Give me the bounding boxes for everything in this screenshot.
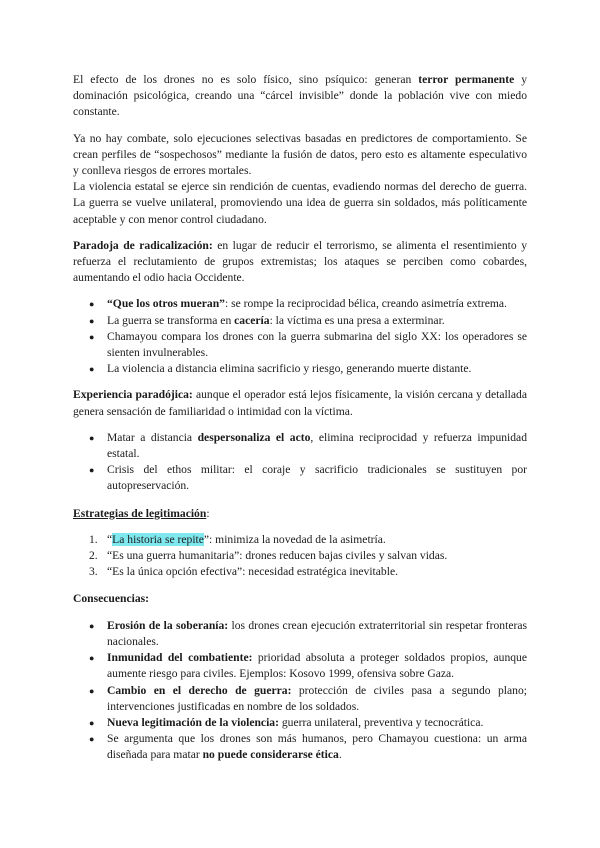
bold-text: Nueva legitimación de la violencia: [107,715,279,729]
text: “Es una guerra humanitaria”: drones reducen bajas civiles y salvan vidas. [107,549,448,563]
bullet-icon: ● [89,620,95,631]
bullet-list-consequences [73,618,527,764]
list-item [73,361,527,377]
list-item [73,532,527,548]
bullet-icon: ● [89,685,95,696]
bullet-icon: ● [89,364,95,375]
list-item [73,564,527,580]
text: “Es la única opción efectiva”: necesidad estratégica inevitable. [107,565,398,579]
text: los drones crean ejecución extraterritorial sin respetar fronteras nacionales. [107,618,527,648]
text: : se rompe la reciprocidad bélica, creando asimetría extrema. [224,297,507,311]
bold-text: Inmunidad del combatiente: [107,651,253,665]
paragraph-state-violence: La violencia estatal se ejerce sin rendición de cuentas, evadiendo normas del derecho de guerra. La guerra se vuelve unilateral, promoviendo una idea de guerra sin soldados, más políticamente aceptable y con menor control ciudadano. [73,180,527,226]
paragraph-selective-executions: Ya no hay combate, solo ejecuciones selectivas basadas en predictores de comportamiento. Se crean perfiles de “sospechosos” mediante la fusión de datos, pero esto es altamente especulativo y conlleva riesgos de errores mortales. [73,131,527,178]
text: ”: minimiza la novedad de la asimetría. [203,532,386,546]
list-item [73,618,527,650]
bullet-icon: ● [89,331,95,342]
document-page [73,72,527,764]
bold-text: Cambio en el derecho de guerra: [107,683,292,697]
heading-legitimation-strategies [73,506,527,522]
list-item [73,548,527,564]
paragraph-radicalization [73,238,527,287]
text: Se argumenta que los drones son más humanos, pero Chamayou cuestiona: un arma diseñada para matar [107,732,527,762]
list-item [73,650,527,682]
text: “ [107,532,113,546]
bullet-icon: ● [89,299,95,310]
bullet-icon: ● [89,315,95,326]
bullet-icon: ● [89,717,95,728]
bullet-icon: ● [89,432,95,443]
list-item [73,430,527,462]
bullet-icon: ● [89,734,95,745]
bold-heading: Experiencia paradójica: [73,388,193,402]
list-item [73,313,527,329]
list-item [73,296,527,312]
text: : la víctima es una presa a exterminar. [269,313,445,327]
text: aunque el operador está lejos físicamente, la visión cercana y detallada genera sensación de familiaridad o intimidad con la víctima. [73,388,527,418]
numbered-list-strategies [73,532,527,581]
text: . [338,748,342,762]
text: : [206,506,210,520]
text: guerra unilateral, preventiva y tecnocrática. [278,715,484,729]
bold-text: cacería [234,313,270,327]
text: y dominación psicológica, creando una “cárcel invisible” donde la población vive con miedo constante. [73,73,528,119]
bold-heading: Consecuencias: [73,592,149,606]
list-item [73,462,527,494]
list-number: 3. [89,565,98,579]
bold-text: terror permanente [418,73,515,86]
text: El efecto de los drones no es solo físico, sino psíquico: generan [73,73,419,86]
bullet-icon: ● [89,653,95,664]
text: en lugar de reducir el terrorismo, se alimenta el resentimiento y refuerza el reclutamiento de grupos extremistas; los ataques se perciben como cobardes, aumentando el odio hacia Occidente. [73,238,527,285]
list-number: 1. [89,532,98,546]
text: Matar a distancia [107,430,198,444]
text: Crisis del ethos militar: el coraje y sacrificio tradicionales se sustituyen por autopreservación. [107,463,527,493]
text: , elimina reciprocidad y refuerza impunidad estatal. [107,430,527,461]
heading-consequences [73,591,527,607]
bold-text: Erosión de la soberanía: [107,618,229,632]
list-item [73,715,527,731]
highlighted-text: La historia se repite [112,532,204,546]
text: Chamayou compara los drones con la guerra submarina del siglo XX: los operadores se sienten invulnerables. [107,329,527,360]
text: protección de civiles pasa a segundo plano; intervenciones justificadas en nombre de los soldados. [107,683,527,713]
list-item [73,683,527,715]
list-item [73,731,527,763]
paragraph-psychological-effect [73,72,527,121]
list-number: 2. [89,549,98,563]
bold-underlined-heading: Estrategias de legitimación [73,506,207,520]
text: La guerra se transforma en [107,313,235,327]
bold-text: “Que los otros mueran” [107,297,225,311]
text: La violencia a distancia elimina sacrificio y riesgo, generando muerte distante. [107,362,472,376]
paragraph-paradoxical-experience [73,387,527,419]
bold-text: despersonaliza el acto [197,430,311,444]
bullet-icon: ● [89,465,95,476]
list-item [73,329,527,361]
bullet-list-depersonalization [73,430,527,495]
text: prioridad absoluta a proteger soldados propios, aunque aumente riesgo para civiles. Ejemplos: Kosovo 1999, ofensiva sobre Gaza. [107,651,527,681]
bold-heading: Paradoja de radicalización: [73,238,213,252]
bullet-list-asymmetry [73,296,527,377]
bold-text: no puede considerarse ética [202,748,339,762]
